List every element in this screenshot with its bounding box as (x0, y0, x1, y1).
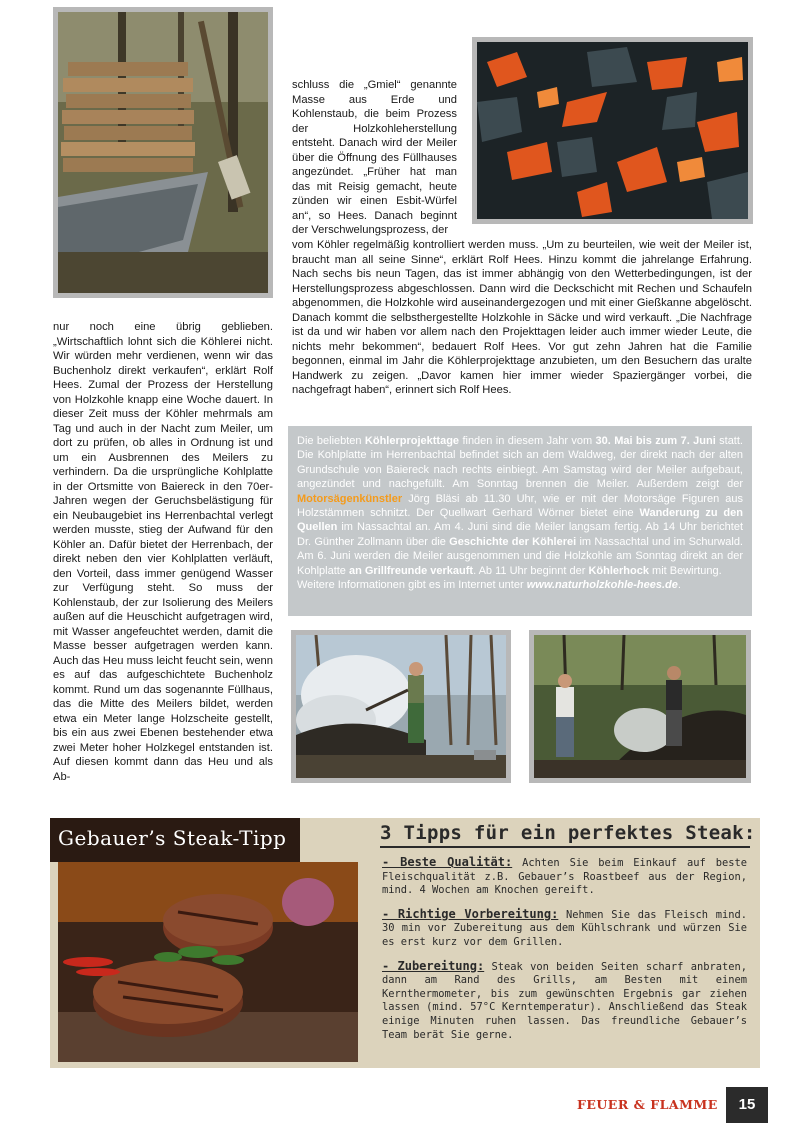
tipp-item: - Zubereitung: Steak von beiden Seiten scharf anbraten, dann am Rand des Grills, am Besten mit einem Kernthermometer, bis zum gewünschten Ergebnis gar ziehen lassen (mind. 57°C Kerntemperatur). Anschließend das Steak einige Minuten ruhen lassen. Das freundliche Gebauer’s Team berät Sie gerne. (382, 958, 747, 1041)
magazine-brand: FEUER & FLAMME (577, 1097, 718, 1112)
left-column-text: nur noch eine übrig geblieben. „Wirtschaftlich lohnt sich die Köhlerei nicht. Wir würden mehr verdienen, wenn wir das Buchenholz direkt verkaufen“, erklärt Rolf Hees. Zumal der Prozess der Herstellung von Holzkohle knapp eine Woche dauert. In dieser Zeit muss der Köhler mehrmals am Tag und auch in der Nacht zum Meiler, um dort zu prüfen, ob alles in Ordnung ist und um ein Ausbrennen des Meilers zu verhindern. Da die ursprüngliche Kohlplatte in der Ortsmitte von Baiereck in den 70er-Jahren wegen der Geruchsbelästigung für ein Neubaugebiet ins Herrenbachtal verlegt werden musste, stieg der Aufwand für den Köhler an. Dafür bietet der Herrenbach, der direkt neben den vier Kohlplatten verläuft, den Vorteil, dass immer genügend Wasser zur Verfügung steht. So muss der Kohlenstaub, der zur Isolierung des Meilers außen auf die Heuschicht aufgetragen wird, mit Wasser angefeuchtet werden, damit die Masse besser aufgetragen werden kann. Auch das Heu muss leicht feucht sein, wenn es auf das aufgeschichtete Buchenholz kommt. Rund um das sogenannte Füllhaus, das die Mitte des Meilers bildet, werden etwa ein Meter lange Holzscheite gestellt, bis ein aus zwei Ebenen bestehender etwa zwei Meter hoher Holzkegel entstanden ist. Auf diesen kommt dann das Heu und als Ab- (53, 321, 273, 783)
wide-column-text: vom Köhler regelmäßig kontrolliert werden muss. „Um zu beurteilen, wie weit der Meiler ist, braucht man all seine Sinne“, erklärt Rolf Hees. Hinzu kommt die jahrelange Erfahrung. Nach sechs bis neun Tagen, das ist immer abhängig von den Wetterbedingungen, ist der Herstellungsprozess abgeschlossen. Dann wird die Deckschicht mit Rechen und Schaufeln abgenommen, die Holzkohle wird auseinandergezogen und mit einer Gießkanne abgelöscht. Danach kommt die selbsthergestellte Holzkohle in Säcke und wird verkauft. „Die Nachfrage ist da und wir haben vor allem nach den Projekttagen leider auch immer wieder Leute, die nichts mehr bekommen“, bedauert Rolf Hees. Vor gut zehn Jahren hat die Familie begonnen, einmal im Jahr die Köhlerprojekttage anzubieten, um den Besuchern das uralte Handwerk zu zeigen. „Davor kamen hier immer wieder Spaziergänger vorbei, die nachgefragt haben“, erinnert sich Rolf Hees. (292, 239, 752, 396)
middle-column-text: schluss die „Gmiel“ genannte Masse aus Erde und Kohlenstaub, die beim Prozess der Holzkohleherstellung entsteht. Danach wird der Meiler über die Öffnung des Füllhauses angezündet. „Früher hat man das mit Reisig gemacht, heute zünden wir einen Esbit-Würfel an“, so Hees. Danach beginnt der Verschwelungsprozess, der (292, 79, 457, 236)
photo-firewood-stack (53, 7, 273, 298)
photo-koehler-steam (291, 630, 511, 783)
tipp-item: - Beste Qualität: Achten Sie beim Einkauf auf beste Fleischqualität z.B. Gebauer’s Roastbeef aus der Region, mind. 4 Wochen am Knochen gereift. (382, 855, 747, 897)
photo-steak (58, 862, 358, 1062)
tipps-underline (380, 846, 750, 848)
tipps-list (382, 856, 747, 1052)
info-box-projekttage: Die beliebten Köhlerprojekttage finden in diesem Jahr vom 30. Mai bis zum 7. Juni statt. Die Kohlplatte im Herrenbachtal befindet sich an dem Waldweg, der direkt nach der alten Grundschule von Baiereck nach rechts einbiegt. Am Samstag wird der Meiler aufgebaut, angezündet und nachgefüllt. Am Sonntag brennen die Meiler. Außerdem zeigt der Motorsägenkünstler Jörg Bläsi ab 11.30 Uhr, wie er mit der Motorsäge Figuren aus Holzstämmen schnitzt. Der Quellwart Gerhard Wörner bietet eine Wanderung zu den Quellen im Nassachtal an. Am 4. Juni sind die Meiler langsam fertig. Ab 14 Uhr berichtet Dr. Günther Zollmann über die Geschichte der Köhlerei im Nassachtal und im Schurwald. Am 6. Juni werden die Meiler ausgenommen und die Holzkohle am Sonntag direkt an der Kohlplatte an Grillfreunde verkauft. Ab 11 Uhr beginnt der Köhlerhock mit Bewirtung. Weitere Informationen gibt es im Internet unter www.naturholzkohle-hees.de. (288, 426, 752, 616)
photo-glowing-charcoal (472, 37, 753, 224)
steak-tipp-title: Gebauer’s Steak-Tipp (58, 826, 287, 850)
tipp-item: - Richtige Vorbereitung: Nehmen Sie das Fleisch mind. 30 min vor Zubereitung aus dem Kühlschrank und würzen Sie es erst kurz vor dem Grillen. (382, 906, 748, 948)
website-link[interactable]: www.naturholzkohle-hees.de (526, 579, 678, 592)
tipps-heading: 3 Tipps für ein perfektes Steak: (380, 822, 756, 844)
photo-koehler-workers (529, 630, 751, 783)
page-number: 15 (726, 1087, 768, 1123)
